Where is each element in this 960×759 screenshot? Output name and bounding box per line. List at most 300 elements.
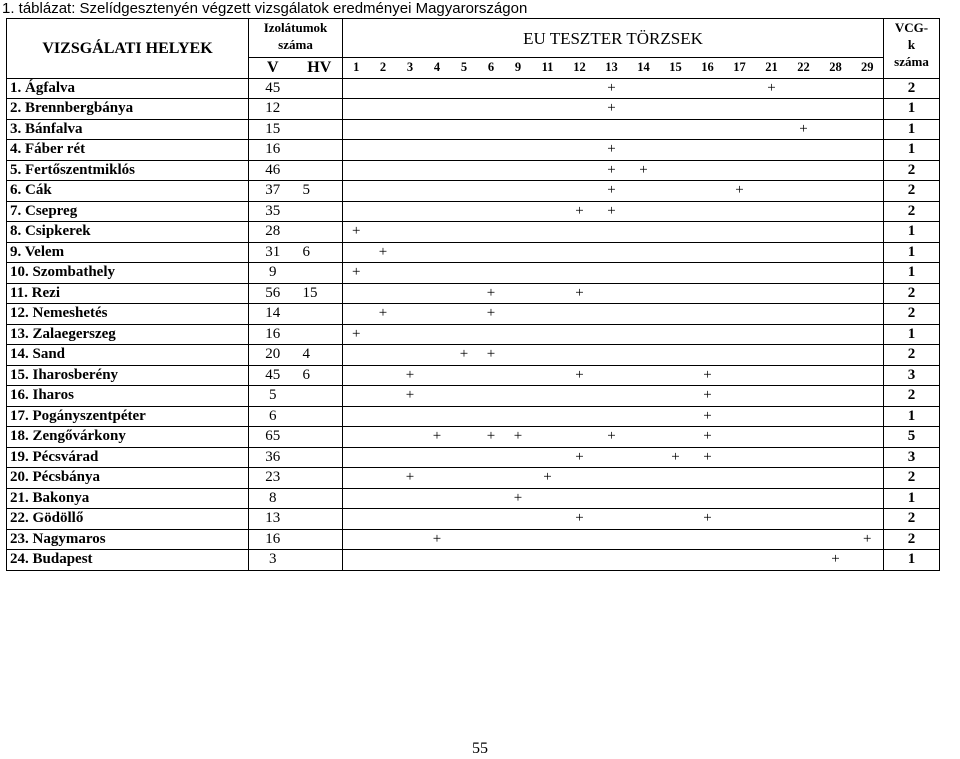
location-name: 24. Budapest — [7, 550, 249, 571]
strain-match-cell — [628, 406, 660, 427]
header-isolates-line2: száma — [278, 37, 313, 52]
strain-match-cell — [532, 99, 564, 120]
header-strain-number: 16 — [692, 58, 724, 79]
results-table — [6, 18, 940, 571]
vcg-count: 2 — [884, 386, 940, 407]
strain-match-cell — [505, 119, 532, 140]
location-name: 5. Fertőszentmiklós — [7, 160, 249, 181]
strain-match-cell — [788, 160, 820, 181]
strain-match-cell: + — [564, 509, 596, 530]
strain-match-cell — [564, 160, 596, 181]
virulent-isolate-count: 8 — [249, 488, 297, 509]
header-strain-number: 12 — [564, 58, 596, 79]
strain-match-cell — [692, 263, 724, 284]
vcg-count: 1 — [884, 550, 940, 571]
strain-match-cell — [852, 160, 884, 181]
vcg-count: 1 — [884, 406, 940, 427]
virulent-isolate-count: 15 — [249, 119, 297, 140]
strain-match-cell — [692, 529, 724, 550]
strain-match-cell — [788, 222, 820, 243]
strain-match-cell — [532, 324, 564, 345]
strain-match-cell — [692, 468, 724, 489]
strain-match-cell — [397, 324, 424, 345]
strain-match-cell — [397, 488, 424, 509]
strain-match-cell — [564, 488, 596, 509]
strain-match-cell — [724, 386, 756, 407]
header-strain-number: 9 — [505, 58, 532, 79]
strain-match-cell — [628, 509, 660, 530]
strain-match-cell — [343, 468, 370, 489]
strain-match-cell: + — [660, 447, 692, 468]
strain-match-cell — [820, 242, 852, 263]
strain-match-cell — [370, 99, 397, 120]
strain-match-cell — [451, 140, 478, 161]
location-name: 13. Zalaegerszeg — [7, 324, 249, 345]
strain-match-cell — [788, 529, 820, 550]
strain-match-cell — [756, 263, 788, 284]
virulent-isolate-count: 28 — [249, 222, 297, 243]
strain-match-cell — [451, 427, 478, 448]
strain-match-cell — [724, 263, 756, 284]
header-eu-strains: EU TESZTER TÖRZSEK — [343, 19, 884, 58]
strain-match-cell — [424, 140, 451, 161]
strain-match-cell — [343, 365, 370, 386]
virulent-isolate-count: 5 — [249, 386, 297, 407]
strain-match-cell — [788, 324, 820, 345]
strain-match-cell — [564, 529, 596, 550]
strain-match-cell — [692, 181, 724, 202]
strain-match-cell — [564, 181, 596, 202]
strain-match-cell — [451, 99, 478, 120]
location-name: 11. Rezi — [7, 283, 249, 304]
strain-match-cell — [596, 119, 628, 140]
table-row — [7, 99, 940, 120]
strain-match-cell — [397, 283, 424, 304]
strain-match-cell — [724, 119, 756, 140]
strain-match-cell — [628, 447, 660, 468]
strain-match-cell — [852, 386, 884, 407]
strain-match-cell — [820, 263, 852, 284]
strain-match-cell — [852, 447, 884, 468]
strain-match-cell — [505, 509, 532, 530]
strain-match-cell — [370, 447, 397, 468]
hypovirulent-isolate-count — [297, 201, 343, 222]
location-name: 14. Sand — [7, 345, 249, 366]
strain-match-cell — [532, 345, 564, 366]
strain-match-cell: + — [692, 509, 724, 530]
strain-match-cell — [451, 488, 478, 509]
strain-match-cell — [756, 242, 788, 263]
strain-match-cell — [724, 365, 756, 386]
strain-match-cell — [692, 78, 724, 99]
table-row — [7, 78, 940, 99]
strain-match-cell — [852, 140, 884, 161]
strain-match-cell — [451, 222, 478, 243]
strain-match-cell — [370, 78, 397, 99]
location-name: 20. Pécsbánya — [7, 468, 249, 489]
strain-match-cell — [370, 222, 397, 243]
strain-match-cell — [424, 78, 451, 99]
strain-match-cell — [370, 119, 397, 140]
table-row — [7, 488, 940, 509]
strain-match-cell — [532, 550, 564, 571]
hypovirulent-isolate-count — [297, 222, 343, 243]
strain-match-cell — [505, 529, 532, 550]
location-name: 16. Iharos — [7, 386, 249, 407]
strain-match-cell — [852, 509, 884, 530]
virulent-isolate-count: 36 — [249, 447, 297, 468]
strain-match-cell — [852, 119, 884, 140]
strain-match-cell — [596, 324, 628, 345]
strain-match-cell — [788, 427, 820, 448]
strain-match-cell — [692, 222, 724, 243]
strain-match-cell — [424, 283, 451, 304]
strain-match-cell — [532, 201, 564, 222]
strain-match-cell — [451, 119, 478, 140]
header-strain-number: 22 — [788, 58, 820, 79]
table-row — [7, 304, 940, 325]
table-row — [7, 427, 940, 448]
strain-match-cell — [852, 365, 884, 386]
strain-match-cell — [505, 181, 532, 202]
strain-match-cell — [820, 365, 852, 386]
strain-match-cell — [478, 263, 505, 284]
strain-match-cell — [478, 222, 505, 243]
strain-match-cell — [756, 324, 788, 345]
strain-match-cell — [505, 324, 532, 345]
strain-match-cell — [820, 529, 852, 550]
strain-match-cell — [692, 488, 724, 509]
strain-match-cell — [756, 201, 788, 222]
strain-match-cell — [596, 386, 628, 407]
location-name: 3. Bánfalva — [7, 119, 249, 140]
strain-match-cell — [564, 119, 596, 140]
vcg-count: 1 — [884, 119, 940, 140]
table-row — [7, 160, 940, 181]
hypovirulent-isolate-count — [297, 550, 343, 571]
strain-match-cell — [424, 386, 451, 407]
location-name: 21. Bakonya — [7, 488, 249, 509]
hypovirulent-isolate-count — [297, 406, 343, 427]
strain-match-cell — [451, 324, 478, 345]
strain-match-cell: + — [505, 488, 532, 509]
strain-match-cell — [724, 304, 756, 325]
strain-match-cell — [596, 263, 628, 284]
strain-match-cell — [852, 201, 884, 222]
strain-match-cell — [397, 427, 424, 448]
strain-match-cell — [692, 345, 724, 366]
strain-match-cell — [478, 160, 505, 181]
strain-match-cell — [820, 386, 852, 407]
strain-match-cell: + — [692, 447, 724, 468]
strain-match-cell: + — [478, 304, 505, 325]
header-strain-number: 11 — [532, 58, 564, 79]
strain-match-cell — [788, 140, 820, 161]
header-strain-number: 21 — [756, 58, 788, 79]
strain-match-cell — [478, 406, 505, 427]
strain-match-cell — [852, 263, 884, 284]
strain-match-cell — [852, 468, 884, 489]
strain-match-cell — [628, 222, 660, 243]
hypovirulent-isolate-count — [297, 386, 343, 407]
location-name: 10. Szombathely — [7, 263, 249, 284]
strain-match-cell: + — [397, 365, 424, 386]
header-strain-number: 1 — [343, 58, 370, 79]
strain-match-cell — [343, 99, 370, 120]
strain-match-cell — [724, 345, 756, 366]
strain-match-cell — [451, 365, 478, 386]
strain-match-cell — [852, 99, 884, 120]
strain-match-cell — [660, 99, 692, 120]
strain-match-cell — [451, 509, 478, 530]
strain-match-cell — [397, 406, 424, 427]
strain-match-cell — [451, 181, 478, 202]
vcg-count: 2 — [884, 283, 940, 304]
strain-match-cell — [628, 427, 660, 448]
vcg-count: 1 — [884, 324, 940, 345]
strain-match-cell — [424, 365, 451, 386]
header-vcg-count — [884, 19, 940, 79]
strain-match-cell — [397, 140, 424, 161]
strain-match-cell — [660, 386, 692, 407]
header-isolates-line1: Izolátumok — [263, 20, 328, 35]
virulent-isolate-count: 65 — [249, 427, 297, 448]
location-name: 22. Gödöllő — [7, 509, 249, 530]
strain-match-cell — [724, 488, 756, 509]
strain-match-cell — [756, 140, 788, 161]
strain-match-cell — [788, 406, 820, 427]
strain-match-cell — [724, 447, 756, 468]
strain-match-cell — [820, 222, 852, 243]
strain-match-cell — [564, 304, 596, 325]
location-name: 7. Csepreg — [7, 201, 249, 222]
strain-match-cell — [756, 447, 788, 468]
strain-match-cell — [788, 242, 820, 263]
hypovirulent-isolate-count — [297, 140, 343, 161]
strain-match-cell — [370, 386, 397, 407]
strain-match-cell: + — [478, 427, 505, 448]
strain-match-cell — [478, 488, 505, 509]
strain-match-cell — [756, 488, 788, 509]
hypovirulent-isolate-count — [297, 447, 343, 468]
strain-match-cell — [505, 386, 532, 407]
strain-match-cell — [451, 201, 478, 222]
strain-match-cell — [628, 99, 660, 120]
strain-match-cell — [628, 304, 660, 325]
virulent-isolate-count: 16 — [249, 324, 297, 345]
strain-match-cell — [370, 140, 397, 161]
strain-match-cell: + — [564, 283, 596, 304]
strain-match-cell — [820, 427, 852, 448]
strain-match-cell — [660, 529, 692, 550]
strain-match-cell — [660, 181, 692, 202]
virulent-isolate-count: 9 — [249, 263, 297, 284]
strain-match-cell — [596, 488, 628, 509]
header-strain-number: 4 — [424, 58, 451, 79]
table-row — [7, 406, 940, 427]
header-strain-number: 15 — [660, 58, 692, 79]
strain-match-cell — [343, 427, 370, 448]
strain-match-cell — [692, 99, 724, 120]
strain-match-cell — [397, 78, 424, 99]
header-v: V — [249, 58, 297, 79]
strain-match-cell — [370, 550, 397, 571]
strain-match-cell — [397, 99, 424, 120]
strain-match-cell — [628, 345, 660, 366]
strain-match-cell — [397, 550, 424, 571]
vcg-count: 1 — [884, 242, 940, 263]
hypovirulent-isolate-count — [297, 488, 343, 509]
strain-match-cell — [505, 160, 532, 181]
strain-match-cell — [596, 304, 628, 325]
strain-match-cell — [756, 119, 788, 140]
vcg-count: 2 — [884, 160, 940, 181]
strain-match-cell — [397, 222, 424, 243]
strain-match-cell — [505, 99, 532, 120]
strain-match-cell — [478, 468, 505, 489]
strain-match-cell — [343, 119, 370, 140]
strain-match-cell — [451, 283, 478, 304]
strain-match-cell — [451, 468, 478, 489]
strain-match-cell — [820, 140, 852, 161]
strain-match-cell — [724, 222, 756, 243]
strain-match-cell — [660, 140, 692, 161]
strain-match-cell — [424, 181, 451, 202]
strain-match-cell — [788, 365, 820, 386]
strain-match-cell — [370, 283, 397, 304]
strain-match-cell — [852, 304, 884, 325]
table-caption: 1. táblázat: Szelídgesztenyén végzett vizsgálatok eredményei Magyarországon — [2, 0, 528, 17]
strain-match-cell: + — [692, 406, 724, 427]
header-strain-number: 17 — [724, 58, 756, 79]
strain-match-cell: + — [788, 119, 820, 140]
strain-match-cell — [692, 160, 724, 181]
header-strain-number: 28 — [820, 58, 852, 79]
strain-match-cell: + — [756, 78, 788, 99]
strain-match-cell — [478, 447, 505, 468]
strain-match-cell — [820, 283, 852, 304]
strain-match-cell — [564, 99, 596, 120]
strain-match-cell — [451, 242, 478, 263]
strain-match-cell — [532, 263, 564, 284]
strain-match-cell — [852, 324, 884, 345]
strain-match-cell — [564, 406, 596, 427]
strain-match-cell — [788, 99, 820, 120]
virulent-isolate-count: 13 — [249, 509, 297, 530]
strain-match-cell — [505, 242, 532, 263]
strain-match-cell — [424, 201, 451, 222]
strain-match-cell — [596, 509, 628, 530]
strain-match-cell — [596, 283, 628, 304]
strain-match-cell: + — [724, 181, 756, 202]
strain-match-cell — [424, 324, 451, 345]
strain-match-cell — [692, 140, 724, 161]
vcg-count: 5 — [884, 427, 940, 448]
strain-match-cell — [820, 324, 852, 345]
strain-match-cell — [478, 99, 505, 120]
location-name: 1. Ágfalva — [7, 78, 249, 99]
strain-match-cell — [532, 119, 564, 140]
strain-match-cell — [756, 99, 788, 120]
table-row — [7, 550, 940, 571]
header-vcg-line3: száma — [894, 54, 929, 69]
table-row — [7, 283, 940, 304]
strain-match-cell — [596, 550, 628, 571]
strain-match-cell — [343, 160, 370, 181]
strain-match-cell — [596, 406, 628, 427]
strain-match-cell: + — [596, 181, 628, 202]
hypovirulent-isolate-count — [297, 427, 343, 448]
strain-match-cell: + — [596, 78, 628, 99]
strain-match-cell — [478, 386, 505, 407]
strain-match-cell — [397, 242, 424, 263]
strain-match-cell — [424, 550, 451, 571]
strain-match-cell — [370, 324, 397, 345]
table-row — [7, 201, 940, 222]
strain-match-cell: + — [596, 427, 628, 448]
strain-match-cell — [724, 78, 756, 99]
location-name: 9. Velem — [7, 242, 249, 263]
strain-match-cell — [596, 345, 628, 366]
strain-match-cell — [660, 345, 692, 366]
strain-match-cell — [424, 160, 451, 181]
strain-match-cell — [505, 447, 532, 468]
strain-match-cell — [424, 119, 451, 140]
strain-match-cell — [788, 468, 820, 489]
strain-match-cell — [724, 160, 756, 181]
strain-match-cell — [564, 242, 596, 263]
virulent-isolate-count: 3 — [249, 550, 297, 571]
strain-match-cell — [756, 427, 788, 448]
strain-match-cell: + — [596, 201, 628, 222]
table-row — [7, 447, 940, 468]
strain-match-cell — [660, 365, 692, 386]
header-strain-number: 14 — [628, 58, 660, 79]
strain-match-cell — [343, 242, 370, 263]
table-row — [7, 263, 940, 284]
strain-match-cell: + — [564, 447, 596, 468]
strain-match-cell — [478, 509, 505, 530]
strain-match-cell — [692, 201, 724, 222]
strain-match-cell — [692, 242, 724, 263]
strain-match-cell — [852, 242, 884, 263]
strain-match-cell — [478, 529, 505, 550]
strain-match-cell — [660, 160, 692, 181]
strain-match-cell — [852, 181, 884, 202]
strain-match-cell — [724, 140, 756, 161]
strain-match-cell — [788, 345, 820, 366]
vcg-count: 3 — [884, 447, 940, 468]
virulent-isolate-count: 45 — [249, 78, 297, 99]
strain-match-cell — [505, 201, 532, 222]
strain-match-cell — [564, 324, 596, 345]
strain-match-cell: + — [343, 222, 370, 243]
virulent-isolate-count: 23 — [249, 468, 297, 489]
hypovirulent-isolate-count — [297, 324, 343, 345]
table-row — [7, 222, 940, 243]
strain-match-cell — [756, 529, 788, 550]
strain-match-cell: + — [397, 468, 424, 489]
table-row — [7, 509, 940, 530]
strain-match-cell — [370, 365, 397, 386]
virulent-isolate-count: 35 — [249, 201, 297, 222]
strain-match-cell — [628, 529, 660, 550]
location-name: 2. Brennbergbánya — [7, 99, 249, 120]
hypovirulent-isolate-count: 5 — [297, 181, 343, 202]
strain-match-cell — [692, 304, 724, 325]
strain-match-cell — [756, 181, 788, 202]
strain-match-cell — [756, 304, 788, 325]
